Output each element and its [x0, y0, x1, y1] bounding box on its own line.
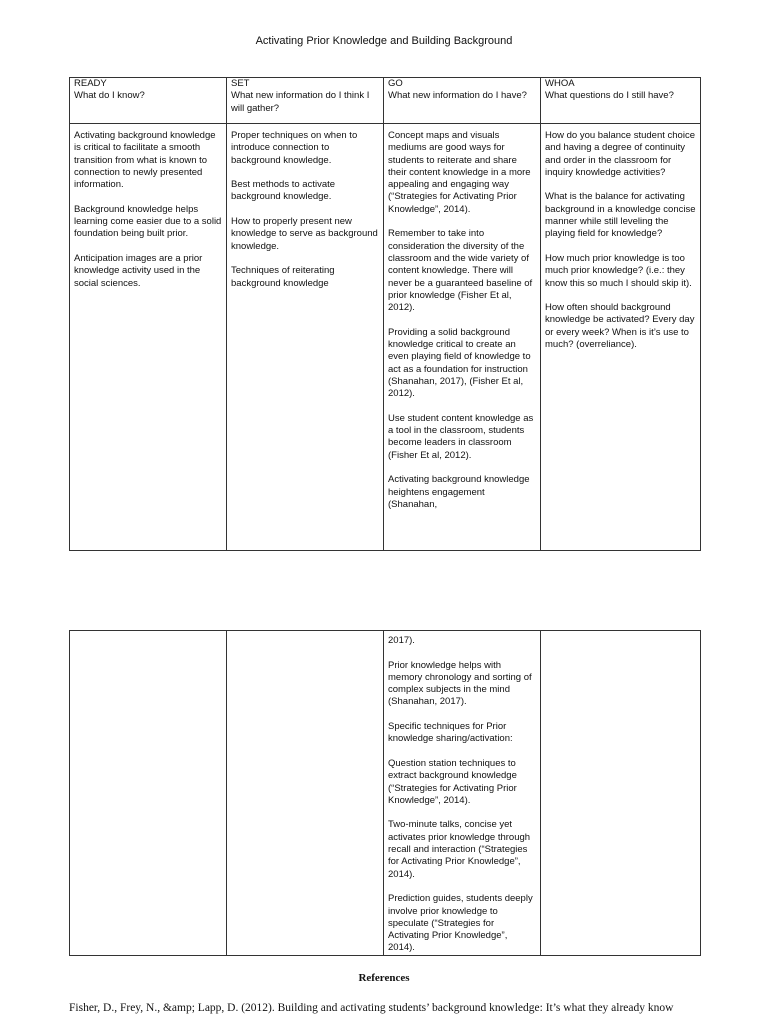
go-note: Question station techniques to extract background knowledge (“Strategies for Activating Prior Knowledge”, 2014). [388, 757, 517, 806]
go-cell-continued [384, 631, 541, 956]
header-set-label: SET [231, 78, 250, 89]
set-note: Proper techniques on when to introduce connection to background knowledge. [231, 130, 358, 166]
document-title: Activating Prior Knowledge and Building Background [255, 35, 513, 47]
go-note: Specific techniques for Prior knowledge sharing/activation: [388, 721, 513, 745]
whoa-cell [541, 124, 701, 551]
whoa-note: How much prior knowledge is too much prior knowledge? (i.e.: they know this so much I should skip it). [545, 252, 692, 289]
content-row [70, 124, 701, 551]
references-heading: References [358, 972, 410, 984]
header-ready-question: What do I know? [74, 90, 145, 102]
ready-cell [70, 124, 227, 551]
set-note: Techniques of reiterating background knowledge [231, 265, 335, 289]
go-note: Two-minute talks, concise yet activates prior knowledge through recall and interaction (“Strategies for Activating Prior Knowledge”, 2014). [388, 819, 531, 880]
go-note: Prior knowledge helps with memory chronology and sorting of complex subjects in the mind (Shanahan, 2017). [388, 659, 532, 708]
set-cell [227, 124, 384, 551]
set-cell-continued [227, 631, 384, 956]
header-ready-label: READY [74, 78, 107, 89]
content-row-continued [70, 631, 701, 956]
go-note: Concept maps and visuals mediums are good ways for students to reiterate and share their content knowledge in a more appealing and engaging way (“Strategies for Activating Prior Knowledge”, 2014). [388, 130, 531, 215]
header-set-question: What new information do I think I will gather? [231, 90, 370, 114]
header-row [70, 78, 701, 124]
planning-table [69, 77, 701, 551]
reference-entry: Fisher, D., Frey, N., &amp; Lapp, D. (2012). Building and activating students’ background knowledge: It’s what they already know [69, 1002, 674, 1014]
header-ready [70, 78, 227, 124]
ready-note: Activating background knowledge is critical to facilitate a smooth transition from what is known to connection to newly presented information. [74, 130, 216, 191]
whoa-note: How do you balance student choice and having a degree of continuity and order in the classroom for inquiry knowledge activities? [545, 130, 695, 178]
go-note: Remember to take into consideration the diversity of the classroom and the wide variety of content knowledge. There will never be a guaranteed baseline of prior knowledge (Fisher Et al, 2012). [388, 228, 533, 314]
go-note: 2017). [388, 635, 415, 646]
header-go-question: What new information do I have? [388, 90, 527, 102]
set-note: Best methods to activate background knowledge. [231, 179, 336, 203]
ready-note: Anticipation images are a prior knowledge activity used in the social sciences. [74, 252, 203, 289]
planning-table-continued [69, 630, 701, 956]
ready-cell-continued [70, 631, 227, 956]
whoa-note: How often should background knowledge be activated? Every day or every week? When is it’s use to much? (overreliance). [545, 302, 695, 351]
set-note: How to properly present new knowledge to serve as background knowledge. [231, 216, 378, 252]
go-note: Activating background knowledge heightens engagement (Shanahan, [388, 474, 530, 510]
go-note: Use student content knowledge as a tool in the classroom, students become leaders in classroom (Fisher Et al, 2012). [388, 412, 534, 461]
whoa-note: What is the balance for activating background in a knowledge concise manner while still leveling the playing field for knowledge? [545, 191, 696, 240]
header-go-label: GO [388, 78, 403, 89]
header-whoa-label: WHOA [545, 78, 575, 89]
header-set [227, 78, 384, 124]
header-go [384, 78, 541, 124]
ready-note: Background knowledge helps learning come easier due to a solid foundation being built prior. [74, 203, 222, 240]
go-note: Providing a solid background knowledge critical to create an even playing field of knowledge to act as a foundation for instruction (Shanahan, 2017), (Fisher Et al, 2012). [388, 326, 531, 400]
go-cell [384, 124, 541, 551]
go-note: Prediction guides, students deeply involve prior knowledge to speculate (“Strategies for Activating Prior Knowledge”, 2014). [388, 893, 533, 954]
whoa-cell-continued [541, 631, 701, 956]
header-whoa-question: What questions do I still have? [545, 90, 674, 102]
header-whoa [541, 78, 701, 124]
